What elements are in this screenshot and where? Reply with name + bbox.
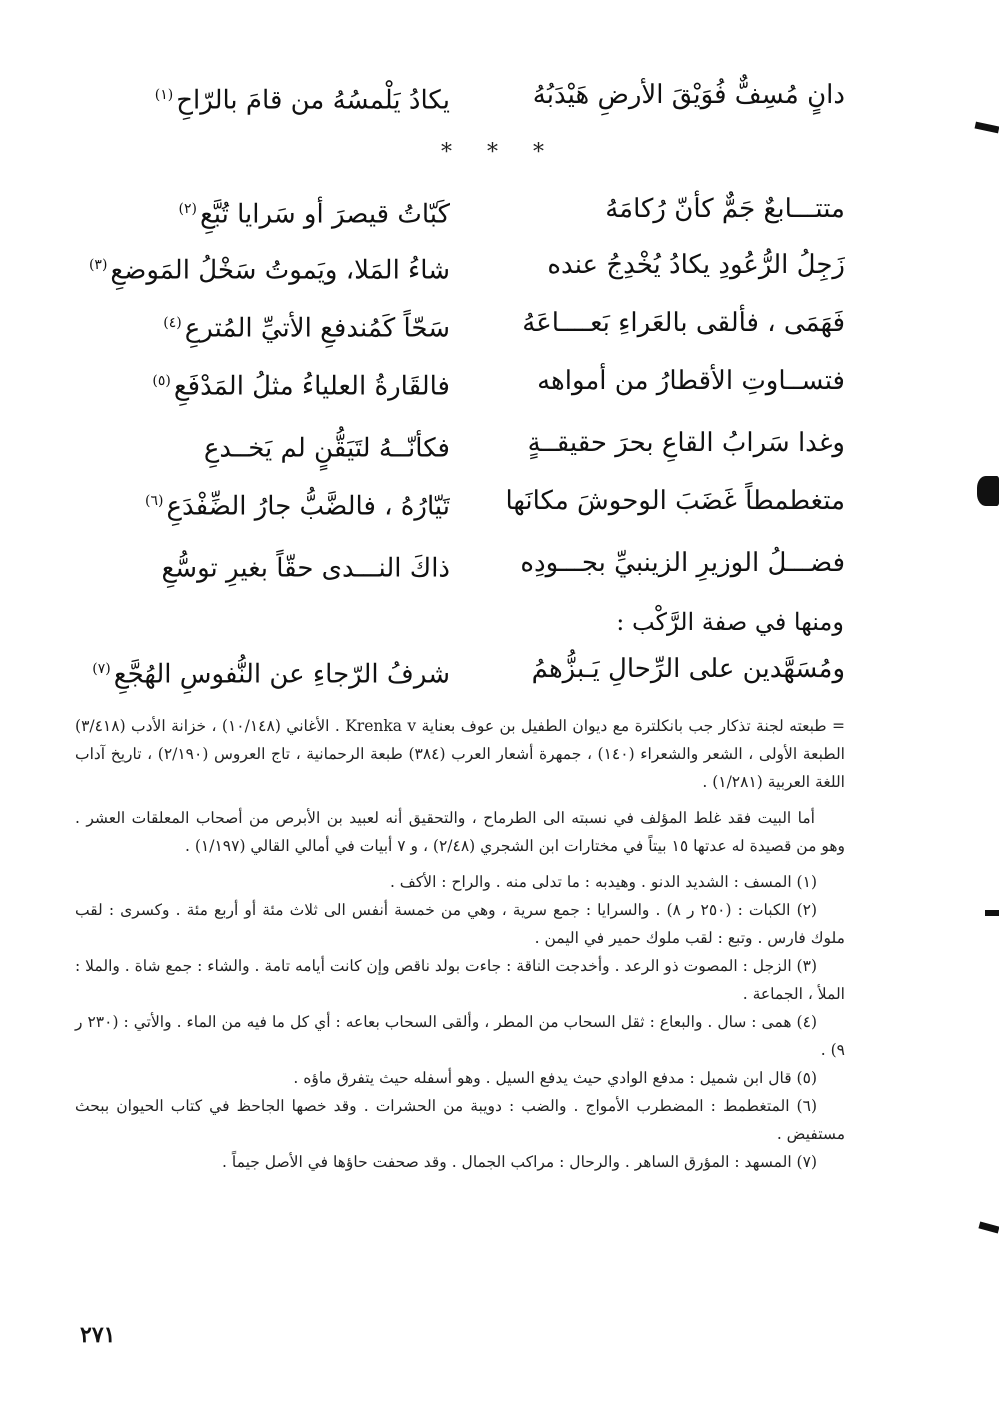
section-separator: * * * <box>441 140 558 165</box>
verse-second-hemistich <box>75 186 450 238</box>
source-note: = طبعته لجنة تذكار جب بانكلترة مع ديوان الطفيل بن عوف بعناية Krenka v . الأغاني (١٠/١٤٨) ، خزانة الأدب (٣/٤١٨) الطبعة الأولى ، الشعر والشعراء (١٤٠) ، جمهرة أشعار العرب (٣٨٤) طبعة الرحمانية ، تاج العروس (٢/١٩٠) ، تاريخ آداب اللغة العربية (١/٢٨١) . <box>75 717 846 791</box>
verse-row <box>75 420 845 466</box>
verse-first-hemistich: متتـــابعٌ جَمٌّ كأنّ رُكامَهُ <box>605 194 845 224</box>
verse-text: شرفُ الرّجاءِ عن النُّفوسِ الهُجَّعِ <box>113 659 450 690</box>
section-intro: ومنها في صفة الرَّكْب : <box>616 608 844 636</box>
footnote-7: (٧) المسهد : المؤرق الساهر . والرحال : مراكب الجمال . وقد صحفت حاؤها في الأصل جيماً . <box>222 1153 817 1171</box>
verse-second-hemistich <box>75 300 450 352</box>
verse-row <box>75 186 845 232</box>
verse-text: فالقَارةُ العلياءُ مثلُ المَدْفَعِ <box>173 371 450 402</box>
verse-first-hemistich: ومُسَهَّدين على الرِّحالِ يَـبزُّهمُ <box>531 654 845 684</box>
footnote-ref: (١) <box>154 87 174 103</box>
verse-second-hemistich <box>75 72 450 124</box>
attribution-comment: أما البيت فقد غلط المؤلف في نسبته الى الطرماح ، والتحقيق أنه لعبيد بن الأبرص من أصحاب المعلقات العشر . وهو من قصيدة له عدتها ١٥ بيتاً في مختارات ابن الشجري (٢/٤٨) ، و ٧ أبيات في أمالي القالي (١/١٩٧) . <box>75 809 845 855</box>
verse-row <box>75 300 845 346</box>
footnote-ref: (٤) <box>163 315 182 331</box>
footnote-3: (٣) الزجل : المصوت ذو الرعد . وأخدجت الناقة : جاءت بولد ناقص وإن كانت أيامه تامة . والشاء : جمع شاة . والملا : الملأ ، الجماعة . <box>74 957 845 1003</box>
footnote-ref: (٥) <box>152 373 171 389</box>
verse-first-hemistich: متغطمطاً غَضَبَ الوحوشَ مكانَها <box>505 486 845 516</box>
verse-row <box>75 358 845 404</box>
verse-text: شاءُ المَلا، ويَموتُ سَخْلُ المَوضعِ <box>110 255 450 286</box>
verse-row <box>75 242 845 288</box>
verse-row <box>75 540 845 586</box>
scan-edge-mark <box>978 1222 999 1234</box>
verse-first-hemistich: فضـــلُ الوزيرِ الزينبيِّ بجـــودِه <box>520 548 845 578</box>
footnote-2: (٢) الكبات : (٢٥٠ ر ٨) . والسرايا : جمع سرية ، وهي من خمسة أنفس الى ثلاث مئة أو أربع مئة . وكسرى : لقب ملوك فارس . وتبع : لقب ملوك حمير في اليمن . <box>75 901 845 947</box>
verse-first-hemistich: زَجِلُ الرُّعُودِ يكادُ يُخْدِجُ عنده <box>547 250 845 280</box>
verse-text: فكأنّــهُ لتَيَقُّنٍ لم يَخــدعِ <box>203 433 450 464</box>
verse-first-hemistich: فَهَمَى ، فألقى بالعَراءِ بَعــــاعَهُ <box>522 308 845 338</box>
verse-text: ذاكَ النـــدى حقّاً بغيرِ توسُّعِ <box>161 553 450 584</box>
verse-text: تَيّارُهُ ، فالضَّبُّ جارُ الضِّفْدَعِ <box>166 491 450 522</box>
footnotes <box>75 712 845 1176</box>
verse-row <box>75 72 845 118</box>
footnote-5: (٥) قال ابن شميل : مدفع الوادي حيث يدفع السيل . وهو أسفله حيث يتفرق ماؤه . <box>293 1069 817 1087</box>
footnote-6: (٦) المتغطمط : المضطرب الأمواج . والضب : دويبة من الحشرات . وقد خصها الجاحظ في كتاب الحيوان ببحث مستفيض . <box>75 1097 845 1143</box>
verse-second-hemistich <box>75 646 450 698</box>
verse-text: يكادُ يَلْمسُهُ من قامَ بالرّاحِ <box>176 85 450 116</box>
verse-first-hemistich: فتســاوتِ الأقطارُ من أمواهه <box>537 366 845 396</box>
verse-second-hemistich <box>75 540 450 592</box>
page-number: ٢٧١ <box>80 1322 116 1348</box>
scan-edge-mark <box>985 910 999 916</box>
verse-text: سَحّاً كَمُندفعِ الأتيِّ المُترعِ <box>184 313 450 344</box>
footnote-4: (٤) همى : سال . والبعاع : ثقل السحاب من المطر ، وألقى السحاب بعاعه : أي كل ما فيه من الماء . والأتي : (٢٣٠ ر ٩) . <box>75 1013 845 1059</box>
verse-second-hemistich <box>75 242 450 294</box>
verse-first-hemistich: وغدا سَرابُ القاعِ بحرَ حقيقــةٍ <box>527 428 845 458</box>
scan-edge-mark <box>977 476 999 506</box>
footnote-1: (١) المسف : الشديد الدنو . وهيدبه : ما تدلى منه . والراح : الأكف . <box>389 873 817 891</box>
footnote-ref: (٦) <box>144 493 164 509</box>
verse-second-hemistich <box>75 420 450 472</box>
verse-second-hemistich <box>75 478 450 530</box>
verse-text: كَبّاتُ قيصرَ أو سَرايا تُبَّعِ <box>199 199 450 230</box>
footnote-ref: (٢) <box>178 201 197 217</box>
verse-row <box>75 478 845 524</box>
footnote-ref: (٧) <box>92 661 111 677</box>
verse-first-hemistich: دانٍ مُسِفٌّ فُوَيْقَ الأرضِ هَيْدَبُهُ <box>532 80 845 110</box>
verse-second-hemistich <box>75 358 450 410</box>
verse-row <box>75 646 845 692</box>
footnote-ref: (٣) <box>88 257 108 273</box>
scan-edge-mark <box>975 122 999 134</box>
